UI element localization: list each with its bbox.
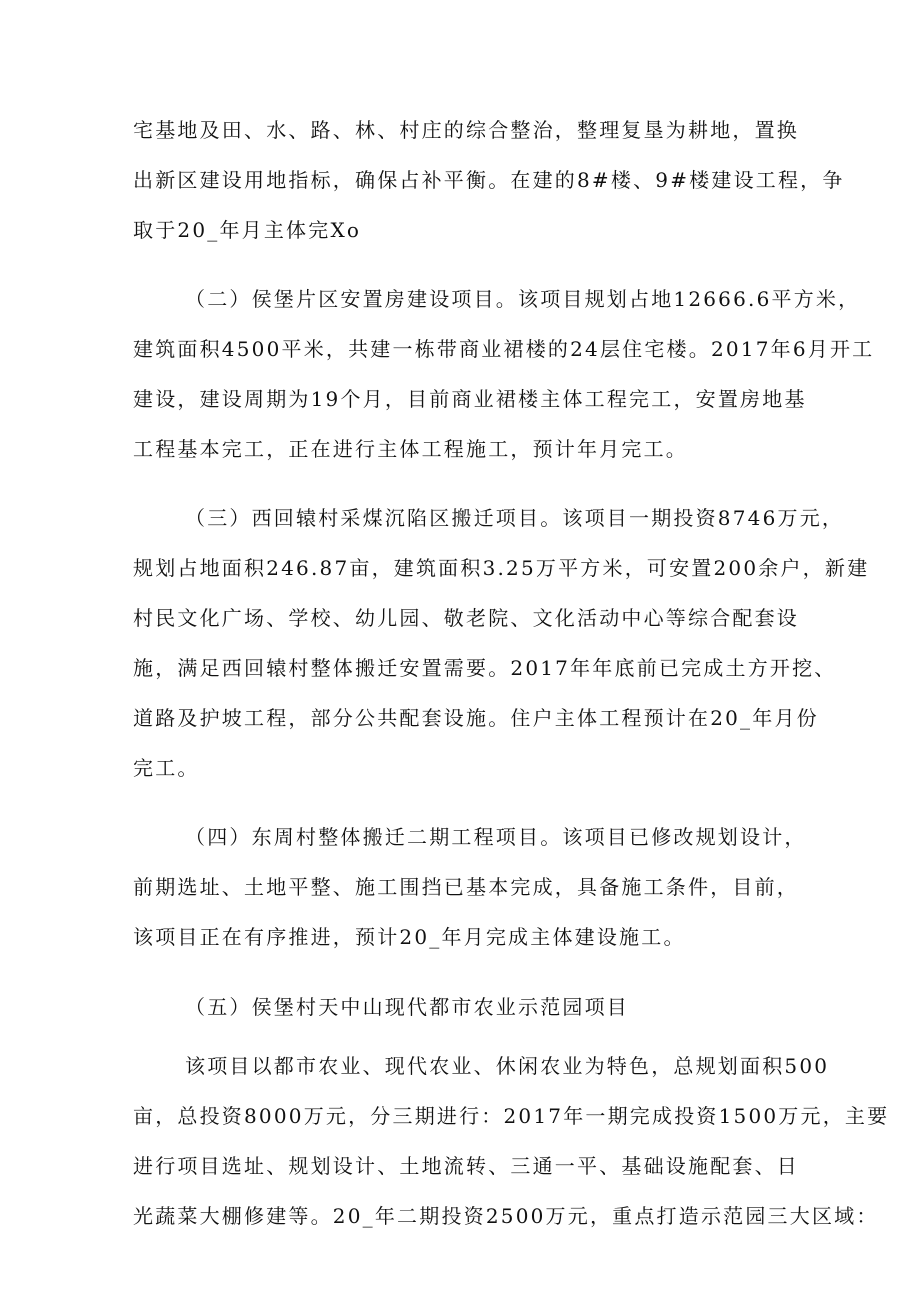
text-line: 工程基本完工，正在进行主体工程施工，预计年月完工。 [133,437,688,461]
text-line: 完工。 [133,756,200,780]
text-line: 前期选址、土地平整、施工围挡已基本完成，具备施工条件，目前， [133,875,799,899]
text-line: 光蔬菜大棚修建等。20_年二期投资2500万元，重点打造示范园三大区域： [133,1204,879,1228]
text-line: 建设，建设周期为19个月，目前商业裙楼主体工程完工，安置房地基 [133,387,807,411]
section-heading-line: （二）侯堡片区安置房建设项目。该项目规划占地12666.6平方米， [185,287,861,311]
text-line: 取于20_年月主体完Xo [133,218,362,242]
text-line: 该项目以都市农业、现代农业、休闲农业为特色，总规划面积500 [185,1054,830,1078]
text-line: 道路及护坡工程，部分公共配套设施。住户主体工程预计在20_年月份 [133,706,819,730]
text-line: 该项目正在有序推进，预计20_年月完成主体建设施工。 [133,925,686,949]
section-heading: （五）侯堡村天中山现代都市农业示范园项目 [185,995,629,1019]
text-line: 出新区建设用地指标，确保占补平衡。在建的8#楼、9#楼建设工程，争 [133,168,845,192]
text-line: 村民文化广场、学校、幼儿园、敬老院、文化活动中心等综合配套设 [133,606,799,630]
text-line: 规划占地面积246.87亩，建筑面积3.25万平方米，可安置200余户，新建 [133,556,870,580]
text-line: 施，满足西回辕村整体搬迁安置需要。2017年年底前已完成土方开挖、 [133,656,837,680]
text-line: 建筑面积4500平米，共建一栋带商业裙楼的24层住宅楼。2017年6月开工 [133,337,875,361]
text-line: 进行项目选址、规划设计、土地流转、三通一平、基础设施配套、日 [133,1154,799,1178]
text-line: 亩，总投资8000万元，分三期进行：2017年一期完成投资1500万元，主要 [133,1104,890,1128]
section-heading-line: （三）西回辕村采煤沉陷区搬迁项目。该项目一期投资8746万元， [185,506,845,530]
section-heading-line: （四）东周村整体搬迁二期工程项目。该项目已修改规划设计， [185,825,807,849]
text-line: 宅基地及田、水、路、林、村庄的综合整治，整理复垦为耕地，置换 [133,118,799,142]
